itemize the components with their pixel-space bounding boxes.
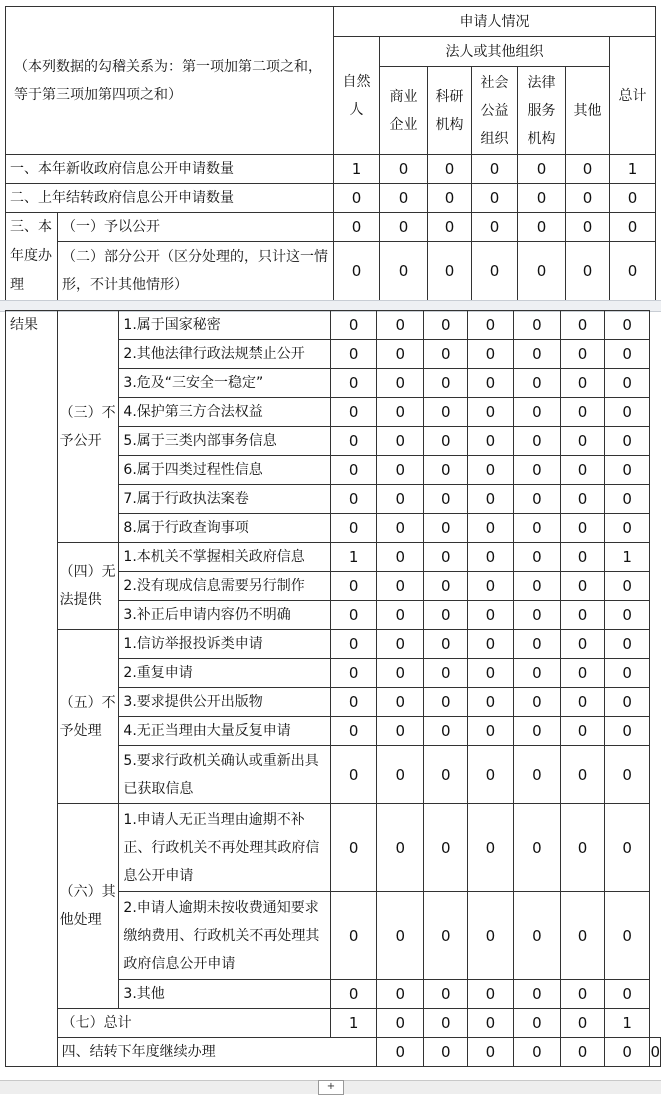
cell: 0 [331, 427, 377, 456]
cell: 0 [561, 369, 605, 398]
row-label: 3.其他 [119, 980, 331, 1009]
group-4-label: （四）无法提供 [57, 543, 119, 630]
cell: 0 [566, 155, 610, 184]
cell: 0 [468, 717, 514, 746]
cell: 0 [424, 1009, 468, 1038]
row-label: 四、结转下年度继续办理 [57, 1038, 376, 1067]
cell: 0 [561, 543, 605, 572]
cell: 0 [468, 1009, 514, 1038]
cell: 0 [331, 398, 377, 427]
cell: 0 [380, 213, 428, 242]
cell: 0 [376, 717, 424, 746]
row-label: 2.其他法律行政法规禁止公开 [119, 340, 331, 369]
cell: 0 [566, 242, 610, 301]
cell: 0 [468, 369, 514, 398]
cell: 0 [513, 746, 561, 804]
col-public-welfare: 社会公益组织 [472, 67, 518, 155]
cell: 0 [424, 746, 468, 804]
cell: 0 [334, 184, 380, 213]
cell: 0 [561, 456, 605, 485]
cell: 0 [566, 213, 610, 242]
row-label: 8.属于行政查询事项 [119, 514, 331, 543]
cell: 0 [513, 369, 561, 398]
cell: 0 [561, 1009, 605, 1038]
cell: 0 [472, 213, 518, 242]
cell: 0 [376, 485, 424, 514]
cell: 0 [561, 688, 605, 717]
cell: 0 [513, 659, 561, 688]
cell: 0 [650, 1038, 661, 1067]
cell: 0 [468, 688, 514, 717]
cell: 0 [331, 572, 377, 601]
cell: 0 [513, 688, 561, 717]
col-other: 其他 [566, 67, 610, 155]
cell: 0 [513, 1038, 561, 1067]
cell: 0 [334, 242, 380, 301]
row-label: 2.没有现成信息需要另行制作 [119, 572, 331, 601]
row-label: 3.危及“三安全一稳定” [119, 369, 331, 398]
cell: 0 [428, 242, 472, 301]
cell: 0 [513, 485, 561, 514]
cell: 0 [424, 980, 468, 1009]
cell: 0 [334, 213, 380, 242]
row-label: （二）部分公开（区分处理的，只计这一情形，不计其他情形） [58, 242, 334, 301]
cell: 0 [604, 717, 650, 746]
row-label: 3.补正后申请内容仍不明确 [119, 601, 331, 630]
cell: 0 [376, 311, 424, 340]
cell: 0 [468, 340, 514, 369]
cell: 0 [513, 1009, 561, 1038]
cell: 0 [604, 804, 650, 892]
cell: 0 [472, 184, 518, 213]
header-note: （本列数据的勾稽关系为：第一项加第二项之和，等于第三项加第四项之和） [6, 7, 334, 155]
row-label: 5.要求行政机关确认或重新出具已获取信息 [119, 746, 331, 804]
cell: 0 [561, 746, 605, 804]
row-label: 一、本年新收政府信息公开申请数量 [6, 155, 334, 184]
cell: 0 [376, 543, 424, 572]
cell: 0 [561, 892, 605, 980]
cell: 0 [604, 892, 650, 980]
cell: 0 [424, 456, 468, 485]
cell: 1 [610, 155, 656, 184]
cell: 0 [331, 892, 377, 980]
row-label: （七）总计 [57, 1009, 331, 1038]
cell: 0 [376, 572, 424, 601]
cell: 0 [604, 485, 650, 514]
cell: 0 [513, 543, 561, 572]
cell: 0 [561, 514, 605, 543]
cell: 0 [376, 659, 424, 688]
cell: 0 [331, 485, 377, 514]
cell: 0 [513, 630, 561, 659]
cell: 1 [604, 543, 650, 572]
cell: 1 [334, 155, 380, 184]
cell: 0 [561, 980, 605, 1009]
cell: 0 [376, 340, 424, 369]
cell: 0 [424, 369, 468, 398]
row-label: 5.属于三类内部事务信息 [119, 427, 331, 456]
cell: 0 [424, 630, 468, 659]
cell: 0 [468, 456, 514, 485]
table-row [6, 311, 661, 340]
cell: 0 [604, 427, 650, 456]
cell: 0 [561, 804, 605, 892]
section3-label: 三、本年度办理 [6, 213, 58, 301]
table-row [6, 184, 656, 213]
cell: 0 [376, 804, 424, 892]
cell: 0 [513, 892, 561, 980]
row-label: 6.属于四类过程性信息 [119, 456, 331, 485]
table-row [6, 804, 661, 892]
cell: 0 [468, 659, 514, 688]
cell: 0 [376, 892, 424, 980]
cell: 0 [380, 242, 428, 301]
cell: 0 [472, 155, 518, 184]
cell: 0 [604, 398, 650, 427]
cell: 0 [513, 514, 561, 543]
cell: 0 [424, 1038, 468, 1067]
cell: 1 [331, 543, 377, 572]
cell: 0 [513, 456, 561, 485]
cell: 0 [331, 630, 377, 659]
cell: 0 [331, 340, 377, 369]
add-icon[interactable]: + [318, 1080, 344, 1095]
cell: 0 [428, 213, 472, 242]
cell: 0 [604, 311, 650, 340]
cell: 0 [331, 688, 377, 717]
cell: 0 [604, 746, 650, 804]
table-row [6, 155, 656, 184]
row-label: 4.无正当理由大量反复申请 [119, 717, 331, 746]
cell: 0 [604, 601, 650, 630]
cell: 0 [468, 804, 514, 892]
cell: 0 [604, 572, 650, 601]
cell: 0 [331, 456, 377, 485]
row-label: 1.属于国家秘密 [119, 311, 331, 340]
cell: 0 [561, 630, 605, 659]
section3-result-label: 结果 [6, 311, 58, 1067]
group-5-label: （五）不予处理 [57, 630, 119, 804]
group-6-label: （六）其他处理 [57, 804, 119, 1009]
cell: 0 [376, 688, 424, 717]
cell: 0 [604, 340, 650, 369]
cell: 0 [604, 980, 650, 1009]
cell: 0 [331, 804, 377, 892]
cell: 0 [424, 892, 468, 980]
cell: 0 [424, 427, 468, 456]
cell: 0 [561, 572, 605, 601]
cell: 0 [428, 155, 472, 184]
cell: 0 [518, 213, 566, 242]
cell: 0 [513, 398, 561, 427]
cell: 0 [376, 369, 424, 398]
cell: 0 [376, 1038, 424, 1067]
cell: 0 [424, 717, 468, 746]
group-3-label: （三）不予公开 [57, 311, 119, 543]
applicant-info-header: 申请人情况 [334, 7, 656, 37]
cell: 0 [424, 572, 468, 601]
cell: 0 [331, 601, 377, 630]
cell: 0 [376, 427, 424, 456]
cell: 0 [331, 514, 377, 543]
col-commercial: 商业企业 [380, 67, 428, 155]
cell: 0 [513, 804, 561, 892]
row-label: 2.重复申请 [119, 659, 331, 688]
cell: 0 [428, 184, 472, 213]
cell: 0 [610, 184, 656, 213]
row-label: （一）予以公开 [58, 213, 334, 242]
cell: 0 [513, 340, 561, 369]
cell: 0 [610, 213, 656, 242]
cell: 0 [561, 398, 605, 427]
row-label: 4.保护第三方合法权益 [119, 398, 331, 427]
cell: 0 [331, 717, 377, 746]
cell: 0 [331, 369, 377, 398]
row-label: 3.要求提供公开出版物 [119, 688, 331, 717]
cell: 1 [604, 1009, 650, 1038]
cell: 0 [468, 1038, 514, 1067]
cell: 0 [561, 311, 605, 340]
cell: 0 [424, 543, 468, 572]
cell: 0 [472, 242, 518, 301]
cell: 0 [518, 155, 566, 184]
cell: 0 [468, 311, 514, 340]
cell: 0 [424, 601, 468, 630]
cell: 0 [424, 311, 468, 340]
cell: 0 [513, 311, 561, 340]
cell: 0 [566, 184, 610, 213]
table-row [6, 242, 656, 301]
cell: 0 [561, 427, 605, 456]
cell: 0 [376, 630, 424, 659]
cell: 0 [604, 659, 650, 688]
cell: 0 [468, 427, 514, 456]
row-label: 1.信访举报投诉类申请 [119, 630, 331, 659]
cell: 0 [376, 601, 424, 630]
cell: 0 [604, 1038, 650, 1067]
cell: 0 [331, 980, 377, 1009]
col-legal-service: 法律服务机构 [518, 67, 566, 155]
cell: 0 [331, 659, 377, 688]
table-row [6, 1009, 661, 1038]
row-label: 1.申请人无正当理由逾期不补正、行政机关不再处理其政府信息公开申请 [119, 804, 331, 892]
table-row [6, 1038, 661, 1067]
cell: 0 [513, 572, 561, 601]
cell: 0 [424, 398, 468, 427]
cell: 0 [376, 1009, 424, 1038]
row-label: 2.申请人逾期未按收费通知要求缴纳费用、行政机关不再处理其政府信息公开申请 [119, 892, 331, 980]
cell: 0 [468, 485, 514, 514]
cell: 0 [376, 980, 424, 1009]
cell: 0 [513, 717, 561, 746]
cell: 0 [561, 717, 605, 746]
legal-org-header: 法人或其他组织 [380, 37, 610, 67]
bottom-scrollbar[interactable] [0, 1080, 661, 1094]
row-label: 7.属于行政执法案卷 [119, 485, 331, 514]
cell: 0 [424, 688, 468, 717]
cell: 0 [376, 398, 424, 427]
cell: 0 [561, 1038, 605, 1067]
cell: 0 [376, 514, 424, 543]
cell: 0 [604, 630, 650, 659]
cell: 0 [513, 980, 561, 1009]
cell: 0 [604, 688, 650, 717]
cell: 0 [468, 543, 514, 572]
cell: 0 [604, 456, 650, 485]
cell: 0 [468, 572, 514, 601]
cell: 0 [468, 630, 514, 659]
cell: 0 [424, 485, 468, 514]
disclosure-table-part1 [5, 6, 656, 301]
cell: 0 [561, 340, 605, 369]
cell: 0 [380, 184, 428, 213]
cell: 0 [424, 804, 468, 892]
cell: 0 [468, 601, 514, 630]
cell: 0 [331, 311, 377, 340]
disclosure-table-part2 [5, 310, 661, 1067]
cell: 0 [424, 659, 468, 688]
cell: 0 [468, 892, 514, 980]
cell: 0 [610, 242, 656, 301]
table-row [6, 213, 656, 242]
cell: 0 [468, 746, 514, 804]
table-row [6, 543, 661, 572]
col-research: 科研机构 [428, 67, 472, 155]
cell: 0 [424, 340, 468, 369]
row-label: 1.本机关不掌握相关政府信息 [119, 543, 331, 572]
cell: 0 [380, 155, 428, 184]
table-row [6, 630, 661, 659]
col-total: 总计 [610, 37, 656, 155]
cell: 0 [561, 659, 605, 688]
cell: 0 [424, 514, 468, 543]
cell: 0 [518, 242, 566, 301]
cell: 0 [518, 184, 566, 213]
cell: 0 [468, 514, 514, 543]
cell: 0 [468, 980, 514, 1009]
cell: 0 [513, 601, 561, 630]
cell: 0 [604, 514, 650, 543]
cell: 0 [468, 398, 514, 427]
cell: 0 [561, 601, 605, 630]
cell: 0 [331, 746, 377, 804]
cell: 0 [376, 746, 424, 804]
cell: 1 [331, 1009, 377, 1038]
row-label: 二、上年结转政府信息公开申请数量 [6, 184, 334, 213]
cell: 0 [513, 427, 561, 456]
col-natural-person: 自然人 [334, 37, 380, 155]
cell: 0 [604, 369, 650, 398]
cell: 0 [561, 485, 605, 514]
cell: 0 [376, 456, 424, 485]
